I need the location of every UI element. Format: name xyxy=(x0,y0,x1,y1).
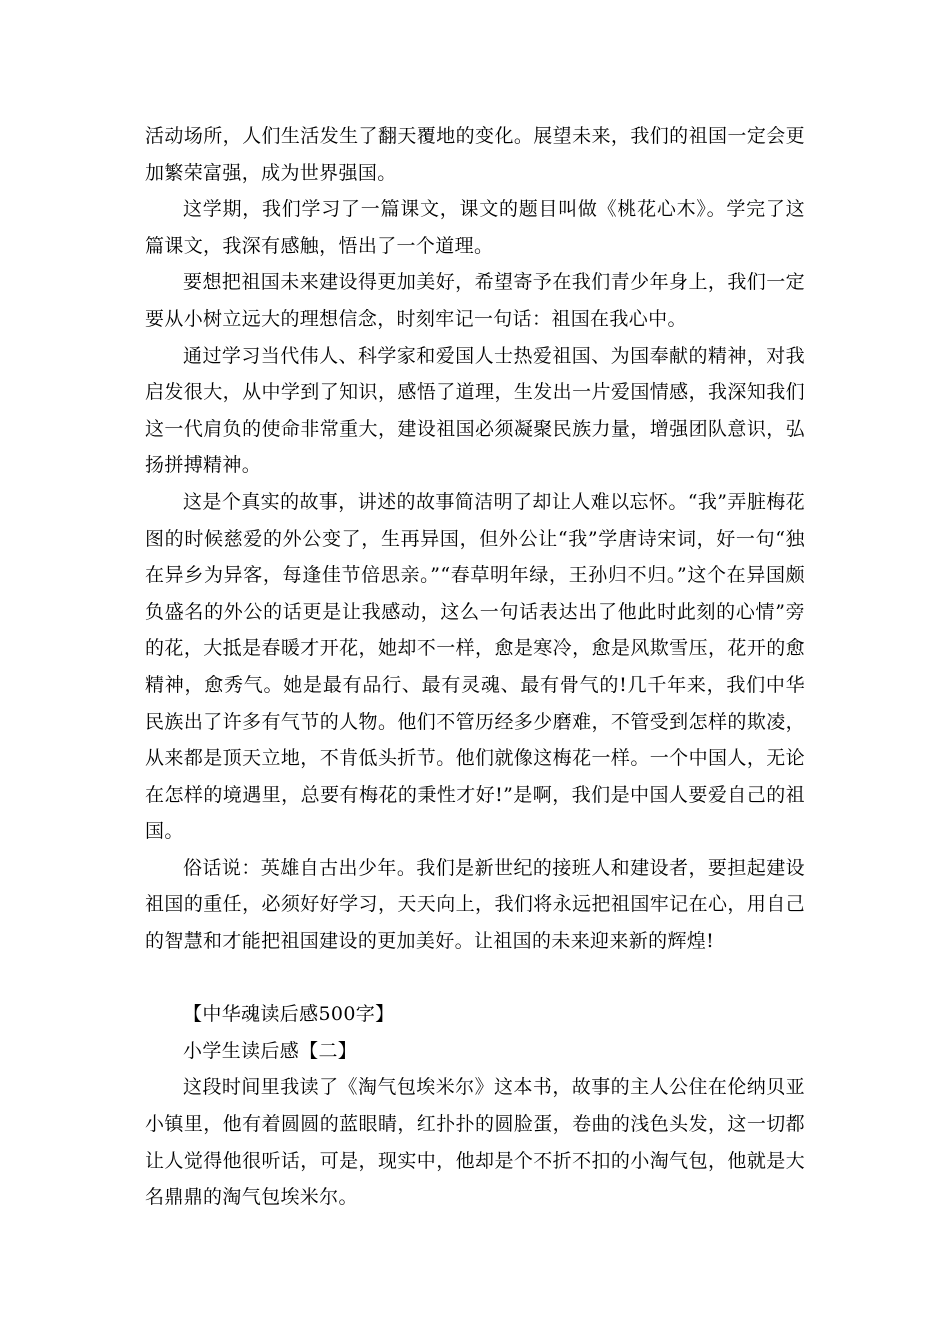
paragraph-7: 这段时间里我读了《淘气包埃米尔》这本书，故事的主人公住在伦纳贝亚小镇里，他有着圆圆的蓝眼睛，红扑扑的圆脸蛋，卷曲的浅色头发，这一切都让人觉得他很听话，可是，现实中，他却是个不折不扣的小淘气包，他就是大名鼎鼎的淘气包埃米尔。 xyxy=(145,1076,805,1209)
blank-line xyxy=(145,960,805,997)
subsection-title: 小学生读后感【二】 xyxy=(183,1039,358,1062)
document-body xyxy=(145,118,805,1216)
paragraph-5: 这是个真实的故事，讲述的故事简洁明了却让人难以忘怀。“我”弄脏梅花图的时候慈爱的外公变了，生再异国，但外公让“我”学唐诗宋词，好一句“独在异乡为异客，每逢佳节倍思亲。”“春草明年绿，王孙归不归。”这个在异国颇负盛名的外公的话更是让我感动，这么一句话表达出了他此时此刻的心情”旁的花，大抵是春暖才开花，她却不一样，愈是寒冷，愈是风欺雪压，花开的愈精神，愈秀气。她是最有品行、最有灵魂、最有骨气的!几千年来，我们中华民族出了许多有气节的人物。他们不管历经多少磨难，不管受到怎样的欺凌，从来都是顶天立地，不肯低头折节。他们就像这梅花一样。一个中国人，无论在怎样的境遇里，总要有梅花的秉性才好!”是啊，我们是中国人要爱自己的祖国。 xyxy=(145,490,805,843)
paragraph-6: 俗话说：英雄自古出少年。我们是新世纪的接班人和建设者，要担起建设祖国的重任，必须好好学习，天天向上，我们将永远把祖国牢记在心，用自己的智慧和才能把祖国建设的更加美好。让祖国的未来迎来新的辉煌! xyxy=(145,856,805,953)
paragraph-2: 这学期，我们学习了一篇课文，课文的题目叫做《桃花心木》。学完了这篇课文，我深有感触，悟出了一个道理。 xyxy=(145,198,805,257)
section-title: 【中华魂读后感500字】 xyxy=(183,1003,395,1026)
paragraph-3: 要想把祖国未来建设得更加美好，希望寄予在我们青少年身上，我们一定要从小树立远大的理想信念，时刻牢记一句话：祖国在我心中。 xyxy=(145,271,805,330)
paragraph-1: 活动场所，人们生活发生了翻天覆地的变化。展望未来，我们的祖国一定会更加繁荣富强，成为世界强国。 xyxy=(145,125,805,184)
paragraph-4: 通过学习当代伟人、科学家和爱国人士热爱祖国、为国奉献的精神，对我启发很大，从中学到了知识，感悟了道理，生发出一片爱国情感，我深知我们这一代肩负的使命非常重大，建设祖国必须凝聚民族力量，增强团队意识，弘扬拼搏精神。 xyxy=(145,344,805,477)
